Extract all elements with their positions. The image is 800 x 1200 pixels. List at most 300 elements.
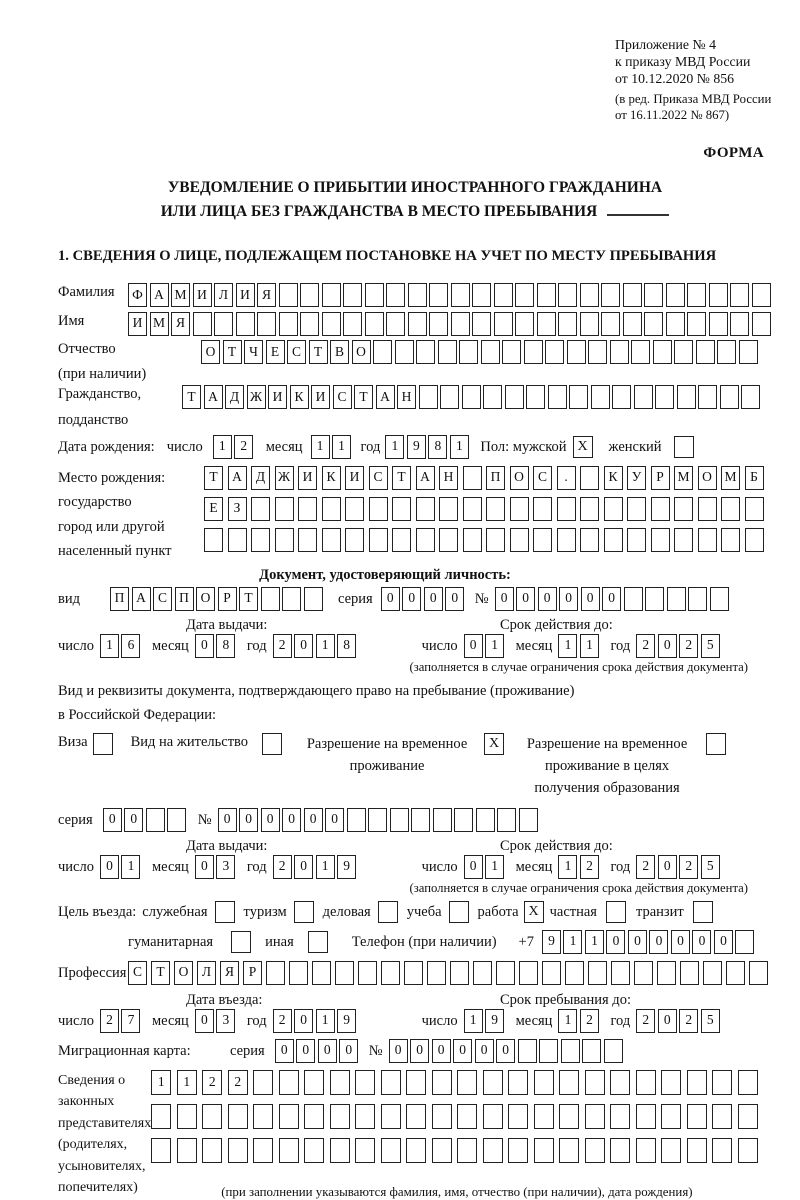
char-cell[interactable]: О — [352, 340, 371, 364]
char-cell[interactable]: 0 — [339, 1039, 358, 1063]
char-cell[interactable] — [741, 385, 760, 409]
char-cell[interactable] — [717, 340, 736, 364]
char-cell[interactable] — [644, 312, 663, 336]
char-cell[interactable] — [457, 1070, 477, 1095]
char-cell[interactable] — [524, 340, 543, 364]
char-cell[interactable]: Т — [223, 340, 242, 364]
char-cell[interactable]: 0 — [692, 930, 711, 954]
char-cell[interactable]: 1 — [558, 855, 577, 879]
char-cell[interactable] — [610, 1070, 630, 1095]
char-cell[interactable] — [611, 961, 630, 985]
char-cell[interactable] — [558, 283, 577, 307]
char-cell[interactable]: П — [110, 587, 129, 611]
char-cell[interactable]: 0 — [124, 808, 143, 832]
char-cell[interactable] — [604, 528, 623, 552]
char-cell[interactable] — [534, 1104, 554, 1129]
char-cell[interactable]: 1 — [316, 855, 335, 879]
purpose-study-checkbox[interactable] — [449, 901, 469, 923]
char-cell[interactable]: 9 — [337, 1009, 356, 1033]
char-cell[interactable] — [661, 1070, 681, 1095]
char-cell[interactable]: Н — [439, 466, 458, 490]
char-cell[interactable]: И — [128, 312, 147, 336]
char-cell[interactable]: 0 — [475, 1039, 494, 1063]
char-cell[interactable]: 1 — [316, 1009, 335, 1033]
char-cell[interactable]: О — [201, 340, 220, 364]
char-cell[interactable]: 1 — [151, 1070, 171, 1095]
char-cell[interactable] — [687, 1138, 707, 1163]
char-cell[interactable] — [610, 1138, 630, 1163]
char-cell[interactable]: 1 — [580, 634, 599, 658]
char-cell[interactable]: С — [333, 385, 352, 409]
char-cell[interactable] — [698, 528, 717, 552]
char-cell[interactable]: Н — [397, 385, 416, 409]
char-cell[interactable]: 0 — [559, 587, 578, 611]
char-cell[interactable]: 0 — [658, 855, 677, 879]
char-cell[interactable]: Т — [151, 961, 170, 985]
char-cell[interactable]: М — [721, 466, 740, 490]
char-cell[interactable] — [416, 340, 435, 364]
char-cell[interactable] — [710, 587, 729, 611]
char-cell[interactable]: Д — [225, 385, 244, 409]
char-cell[interactable] — [545, 340, 564, 364]
char-cell[interactable] — [151, 1104, 171, 1129]
char-cell[interactable]: 9 — [337, 855, 356, 879]
char-cell[interactable] — [674, 497, 693, 521]
char-cell[interactable]: 1 — [558, 1009, 577, 1033]
char-cell[interactable]: У — [627, 466, 646, 490]
char-cell[interactable] — [494, 283, 513, 307]
char-cell[interactable]: К — [604, 466, 623, 490]
char-cell[interactable] — [580, 312, 599, 336]
char-cell[interactable] — [730, 283, 749, 307]
char-cell[interactable] — [655, 385, 674, 409]
char-cell[interactable] — [610, 1104, 630, 1129]
purpose-tourism-checkbox[interactable] — [294, 901, 314, 923]
char-cell[interactable] — [636, 1104, 656, 1129]
char-cell[interactable] — [381, 1070, 401, 1095]
char-cell[interactable]: 0 — [100, 855, 119, 879]
char-cell[interactable]: А — [376, 385, 395, 409]
char-cell[interactable]: Я — [220, 961, 239, 985]
char-cell[interactable] — [151, 1138, 171, 1163]
char-cell[interactable]: И — [298, 466, 317, 490]
char-cell[interactable]: 0 — [671, 930, 690, 954]
char-cell[interactable]: 0 — [432, 1039, 451, 1063]
char-cell[interactable]: М — [150, 312, 169, 336]
char-cell[interactable]: 0 — [495, 587, 514, 611]
char-cell[interactable] — [515, 312, 534, 336]
char-cell[interactable] — [193, 312, 212, 336]
char-cell[interactable] — [688, 587, 707, 611]
char-cell[interactable]: 5 — [701, 855, 720, 879]
char-cell[interactable] — [698, 385, 717, 409]
char-cell[interactable] — [494, 312, 513, 336]
char-cell[interactable] — [548, 385, 567, 409]
char-cell[interactable] — [559, 1104, 579, 1129]
char-cell[interactable]: 0 — [581, 587, 600, 611]
char-cell[interactable]: 0 — [296, 1039, 315, 1063]
char-cell[interactable] — [561, 1039, 580, 1063]
char-cell[interactable]: 0 — [381, 587, 400, 611]
char-cell[interactable] — [752, 312, 771, 336]
char-cell[interactable] — [275, 497, 294, 521]
char-cell[interactable]: 0 — [103, 808, 122, 832]
char-cell[interactable] — [440, 385, 459, 409]
char-cell[interactable] — [687, 1104, 707, 1129]
char-cell[interactable]: 2 — [100, 1009, 119, 1033]
char-cell[interactable] — [416, 497, 435, 521]
char-cell[interactable] — [330, 1104, 350, 1129]
char-cell[interactable] — [539, 1039, 558, 1063]
char-cell[interactable] — [419, 385, 438, 409]
char-cell[interactable] — [721, 497, 740, 521]
char-cell[interactable] — [345, 528, 364, 552]
char-cell[interactable] — [542, 961, 561, 985]
char-cell[interactable] — [588, 961, 607, 985]
char-cell[interactable] — [404, 961, 423, 985]
char-cell[interactable] — [557, 528, 576, 552]
sex-female-checkbox[interactable] — [674, 436, 694, 458]
char-cell[interactable]: 2 — [202, 1070, 222, 1095]
char-cell[interactable] — [347, 808, 366, 832]
char-cell[interactable]: 3 — [216, 855, 235, 879]
char-cell[interactable] — [749, 961, 768, 985]
char-cell[interactable]: П — [175, 587, 194, 611]
char-cell[interactable]: 2 — [580, 855, 599, 879]
char-cell[interactable]: 0 — [538, 587, 557, 611]
char-cell[interactable] — [674, 340, 693, 364]
char-cell[interactable]: С — [287, 340, 306, 364]
char-cell[interactable] — [381, 1104, 401, 1129]
char-cell[interactable] — [251, 528, 270, 552]
char-cell[interactable]: М — [674, 466, 693, 490]
char-cell[interactable] — [279, 283, 298, 307]
temp-residence-education-checkbox[interactable] — [706, 733, 726, 755]
char-cell[interactable]: 0 — [294, 634, 313, 658]
char-cell[interactable] — [696, 340, 715, 364]
char-cell[interactable] — [559, 1070, 579, 1095]
char-cell[interactable] — [709, 312, 728, 336]
char-cell[interactable] — [392, 497, 411, 521]
char-cell[interactable] — [738, 1104, 758, 1129]
char-cell[interactable] — [322, 283, 341, 307]
char-cell[interactable]: 1 — [213, 435, 232, 459]
char-cell[interactable] — [636, 1070, 656, 1095]
char-cell[interactable] — [279, 1070, 299, 1095]
char-cell[interactable]: 1 — [464, 1009, 483, 1033]
char-cell[interactable]: Л — [214, 283, 233, 307]
char-cell[interactable] — [739, 340, 758, 364]
char-cell[interactable]: 2 — [273, 1009, 292, 1033]
char-cell[interactable]: 2 — [636, 1009, 655, 1033]
char-cell[interactable] — [601, 312, 620, 336]
char-cell[interactable]: О — [196, 587, 215, 611]
char-cell[interactable] — [483, 1138, 503, 1163]
purpose-humanitarian-checkbox[interactable] — [231, 931, 251, 953]
char-cell[interactable]: 1 — [332, 435, 351, 459]
char-cell[interactable]: 0 — [658, 1009, 677, 1033]
char-cell[interactable] — [432, 1104, 452, 1129]
char-cell[interactable] — [569, 385, 588, 409]
char-cell[interactable] — [565, 961, 584, 985]
char-cell[interactable] — [429, 283, 448, 307]
char-cell[interactable] — [304, 587, 323, 611]
char-cell[interactable] — [483, 385, 502, 409]
char-cell[interactable]: Ч — [244, 340, 263, 364]
char-cell[interactable]: 2 — [679, 855, 698, 879]
char-cell[interactable]: 1 — [311, 435, 330, 459]
char-cell[interactable]: 2 — [228, 1070, 248, 1095]
char-cell[interactable] — [432, 1070, 452, 1095]
char-cell[interactable] — [537, 283, 556, 307]
char-cell[interactable] — [610, 340, 629, 364]
char-cell[interactable]: 5 — [701, 1009, 720, 1033]
char-cell[interactable]: О — [698, 466, 717, 490]
char-cell[interactable]: И — [236, 283, 255, 307]
char-cell[interactable]: О — [174, 961, 193, 985]
char-cell[interactable]: Л — [197, 961, 216, 985]
char-cell[interactable] — [266, 961, 285, 985]
visa-checkbox[interactable] — [93, 733, 113, 755]
char-cell[interactable] — [661, 1138, 681, 1163]
char-cell[interactable] — [459, 340, 478, 364]
char-cell[interactable]: А — [132, 587, 151, 611]
char-cell[interactable] — [624, 587, 643, 611]
char-cell[interactable] — [745, 497, 764, 521]
char-cell[interactable] — [735, 930, 754, 954]
char-cell[interactable] — [483, 1070, 503, 1095]
char-cell[interactable] — [312, 961, 331, 985]
char-cell[interactable]: Е — [204, 497, 223, 521]
char-cell[interactable]: 0 — [402, 587, 421, 611]
char-cell[interactable] — [519, 961, 538, 985]
char-cell[interactable] — [687, 283, 706, 307]
char-cell[interactable] — [667, 587, 686, 611]
char-cell[interactable]: 0 — [261, 808, 280, 832]
char-cell[interactable] — [355, 1070, 375, 1095]
char-cell[interactable] — [515, 283, 534, 307]
char-cell[interactable] — [416, 528, 435, 552]
char-cell[interactable]: 1 — [558, 634, 577, 658]
char-cell[interactable] — [429, 312, 448, 336]
char-cell[interactable] — [623, 312, 642, 336]
char-cell[interactable] — [406, 1138, 426, 1163]
char-cell[interactable] — [279, 312, 298, 336]
char-cell[interactable] — [698, 497, 717, 521]
char-cell[interactable] — [483, 1104, 503, 1129]
char-cell[interactable]: 1 — [450, 435, 469, 459]
char-cell[interactable] — [486, 528, 505, 552]
char-cell[interactable] — [373, 340, 392, 364]
char-cell[interactable] — [585, 1104, 605, 1129]
char-cell[interactable]: 9 — [542, 930, 561, 954]
purpose-transit-checkbox[interactable] — [693, 901, 713, 923]
char-cell[interactable]: С — [128, 961, 147, 985]
char-cell[interactable] — [636, 1138, 656, 1163]
char-cell[interactable] — [510, 497, 529, 521]
char-cell[interactable] — [463, 466, 482, 490]
char-cell[interactable] — [497, 808, 516, 832]
char-cell[interactable]: . — [557, 466, 576, 490]
char-cell[interactable]: 6 — [121, 634, 140, 658]
char-cell[interactable] — [298, 497, 317, 521]
char-cell[interactable]: Д — [251, 466, 270, 490]
char-cell[interactable] — [345, 497, 364, 521]
char-cell[interactable] — [612, 385, 631, 409]
char-cell[interactable] — [559, 1138, 579, 1163]
char-cell[interactable]: 8 — [428, 435, 447, 459]
char-cell[interactable]: 1 — [563, 930, 582, 954]
char-cell[interactable] — [666, 312, 685, 336]
char-cell[interactable]: Р — [218, 587, 237, 611]
char-cell[interactable]: К — [322, 466, 341, 490]
char-cell[interactable]: 0 — [275, 1039, 294, 1063]
char-cell[interactable]: 0 — [195, 1009, 214, 1033]
char-cell[interactable] — [486, 497, 505, 521]
char-cell[interactable] — [653, 340, 672, 364]
char-cell[interactable] — [582, 1039, 601, 1063]
char-cell[interactable]: 0 — [195, 634, 214, 658]
char-cell[interactable] — [253, 1070, 273, 1095]
char-cell[interactable] — [381, 1138, 401, 1163]
char-cell[interactable]: 1 — [177, 1070, 197, 1095]
char-cell[interactable] — [712, 1104, 732, 1129]
char-cell[interactable]: Т — [182, 385, 201, 409]
char-cell[interactable]: 8 — [337, 634, 356, 658]
char-cell[interactable]: 1 — [485, 634, 504, 658]
char-cell[interactable] — [533, 528, 552, 552]
char-cell[interactable]: Ф — [128, 283, 147, 307]
char-cell[interactable] — [146, 808, 165, 832]
char-cell[interactable] — [386, 312, 405, 336]
char-cell[interactable] — [228, 528, 247, 552]
char-cell[interactable]: 1 — [100, 634, 119, 658]
char-cell[interactable] — [534, 1070, 554, 1095]
char-cell[interactable]: 0 — [282, 808, 301, 832]
char-cell[interactable] — [261, 587, 280, 611]
char-cell[interactable] — [381, 961, 400, 985]
char-cell[interactable]: 0 — [195, 855, 214, 879]
char-cell[interactable]: 9 — [407, 435, 426, 459]
char-cell[interactable] — [392, 528, 411, 552]
char-cell[interactable] — [567, 340, 586, 364]
char-cell[interactable]: 3 — [216, 1009, 235, 1033]
char-cell[interactable] — [687, 1070, 707, 1095]
char-cell[interactable] — [214, 312, 233, 336]
char-cell[interactable] — [343, 312, 362, 336]
char-cell[interactable] — [289, 961, 308, 985]
char-cell[interactable] — [687, 312, 706, 336]
char-cell[interactable] — [580, 497, 599, 521]
char-cell[interactable] — [738, 1070, 758, 1095]
char-cell[interactable] — [726, 961, 745, 985]
char-cell[interactable]: А — [150, 283, 169, 307]
char-cell[interactable] — [408, 312, 427, 336]
char-cell[interactable] — [298, 528, 317, 552]
char-cell[interactable]: И — [193, 283, 212, 307]
char-cell[interactable] — [433, 808, 452, 832]
char-cell[interactable] — [481, 340, 500, 364]
purpose-official-checkbox[interactable] — [215, 901, 235, 923]
char-cell[interactable]: П — [486, 466, 505, 490]
residence-permit-checkbox[interactable] — [262, 733, 282, 755]
char-cell[interactable]: Е — [266, 340, 285, 364]
char-cell[interactable]: 0 — [496, 1039, 515, 1063]
char-cell[interactable] — [703, 961, 722, 985]
char-cell[interactable] — [322, 497, 341, 521]
char-cell[interactable]: С — [369, 466, 388, 490]
char-cell[interactable]: 0 — [325, 808, 344, 832]
char-cell[interactable]: 0 — [294, 1009, 313, 1033]
char-cell[interactable] — [534, 1138, 554, 1163]
char-cell[interactable] — [680, 961, 699, 985]
char-cell[interactable] — [721, 528, 740, 552]
char-cell[interactable] — [720, 385, 739, 409]
char-cell[interactable] — [604, 1039, 623, 1063]
char-cell[interactable] — [253, 1104, 273, 1129]
char-cell[interactable] — [330, 1138, 350, 1163]
char-cell[interactable] — [369, 497, 388, 521]
char-cell[interactable]: 0 — [445, 587, 464, 611]
char-cell[interactable] — [279, 1138, 299, 1163]
char-cell[interactable]: А — [416, 466, 435, 490]
char-cell[interactable]: 2 — [636, 855, 655, 879]
char-cell[interactable] — [533, 497, 552, 521]
char-cell[interactable]: 0 — [464, 634, 483, 658]
purpose-private-checkbox[interactable] — [606, 901, 626, 923]
char-cell[interactable] — [253, 1138, 273, 1163]
char-cell[interactable] — [634, 385, 653, 409]
char-cell[interactable] — [519, 808, 538, 832]
char-cell[interactable] — [604, 497, 623, 521]
char-cell[interactable] — [304, 1070, 324, 1095]
char-cell[interactable]: 2 — [679, 634, 698, 658]
char-cell[interactable] — [282, 587, 301, 611]
char-cell[interactable]: Ж — [275, 466, 294, 490]
char-cell[interactable] — [322, 312, 341, 336]
char-cell[interactable]: 0 — [304, 808, 323, 832]
char-cell[interactable]: Ж — [247, 385, 266, 409]
char-cell[interactable]: 1 — [485, 855, 504, 879]
char-cell[interactable] — [585, 1138, 605, 1163]
char-cell[interactable] — [439, 528, 458, 552]
char-cell[interactable]: С — [533, 466, 552, 490]
char-cell[interactable]: 5 — [701, 634, 720, 658]
char-cell[interactable]: 9 — [485, 1009, 504, 1033]
char-cell[interactable]: Я — [171, 312, 190, 336]
char-cell[interactable] — [439, 497, 458, 521]
char-cell[interactable] — [454, 808, 473, 832]
char-cell[interactable] — [177, 1138, 197, 1163]
temp-residence-checkbox[interactable]: X — [484, 733, 504, 755]
char-cell[interactable] — [275, 528, 294, 552]
char-cell[interactable] — [508, 1138, 528, 1163]
char-cell[interactable] — [591, 385, 610, 409]
char-cell[interactable]: Т — [204, 466, 223, 490]
char-cell[interactable] — [508, 1070, 528, 1095]
char-cell[interactable]: 0 — [294, 855, 313, 879]
char-cell[interactable] — [601, 283, 620, 307]
char-cell[interactable] — [510, 528, 529, 552]
char-cell[interactable]: Я — [257, 283, 276, 307]
char-cell[interactable] — [335, 961, 354, 985]
char-cell[interactable] — [304, 1104, 324, 1129]
char-cell[interactable] — [343, 283, 362, 307]
char-cell[interactable] — [457, 1138, 477, 1163]
char-cell[interactable] — [580, 283, 599, 307]
char-cell[interactable] — [496, 961, 515, 985]
char-cell[interactable] — [526, 385, 545, 409]
